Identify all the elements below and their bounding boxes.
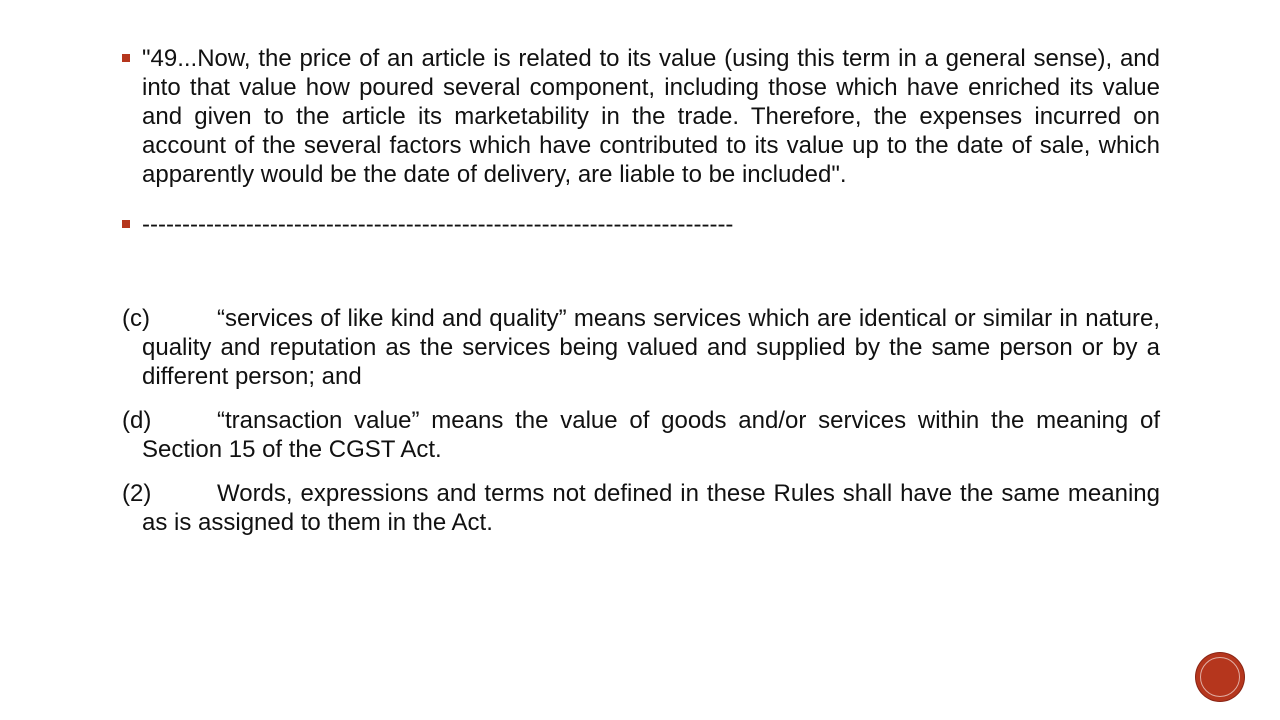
separator-line: -------------------------------------------------------------------------- — [142, 211, 734, 238]
definition-text: Words, expressions and terms not defined in these Rules shall have the same meaning as is assigned to them in the Act. — [142, 480, 1160, 536]
definition-c — [122, 304, 1160, 391]
slide-content — [122, 44, 1160, 552]
definitions-list — [122, 304, 1160, 537]
square-bullet-icon — [122, 220, 130, 228]
definition-d — [122, 406, 1160, 464]
definition-2 — [122, 479, 1160, 537]
quote-paragraph: "49...Now, the price of an article is related to its value (using this term in a general sense), and into that value how poured several component, including those which have enriched its value and given to the article its marketability in the trade. Therefore, the expenses incurred on account of the several factors which have contributed to its value up to the date of sale, which apparently would be the date of delivery, are liable to be included". — [142, 45, 1160, 188]
definition-number: (c) — [122, 305, 150, 332]
quote-bullet — [122, 44, 1160, 189]
nav-circle-inner-ring — [1200, 657, 1240, 697]
definition-text: “services of like kind and quality” means services which are identical or similar in nature, quality and reputation as the services being valued and supplied by the same person or by a different person; and — [142, 305, 1160, 390]
definition-number: (2) — [122, 480, 152, 507]
square-bullet-icon — [122, 54, 130, 62]
definition-number: (d) — [122, 407, 152, 434]
separator-bullet — [122, 210, 1160, 239]
slide-nav-circle-icon[interactable] — [1196, 653, 1244, 701]
definition-text: “transaction value” means the value of goods and/or services within the meaning of Section 15 of the CGST Act. — [142, 407, 1160, 463]
